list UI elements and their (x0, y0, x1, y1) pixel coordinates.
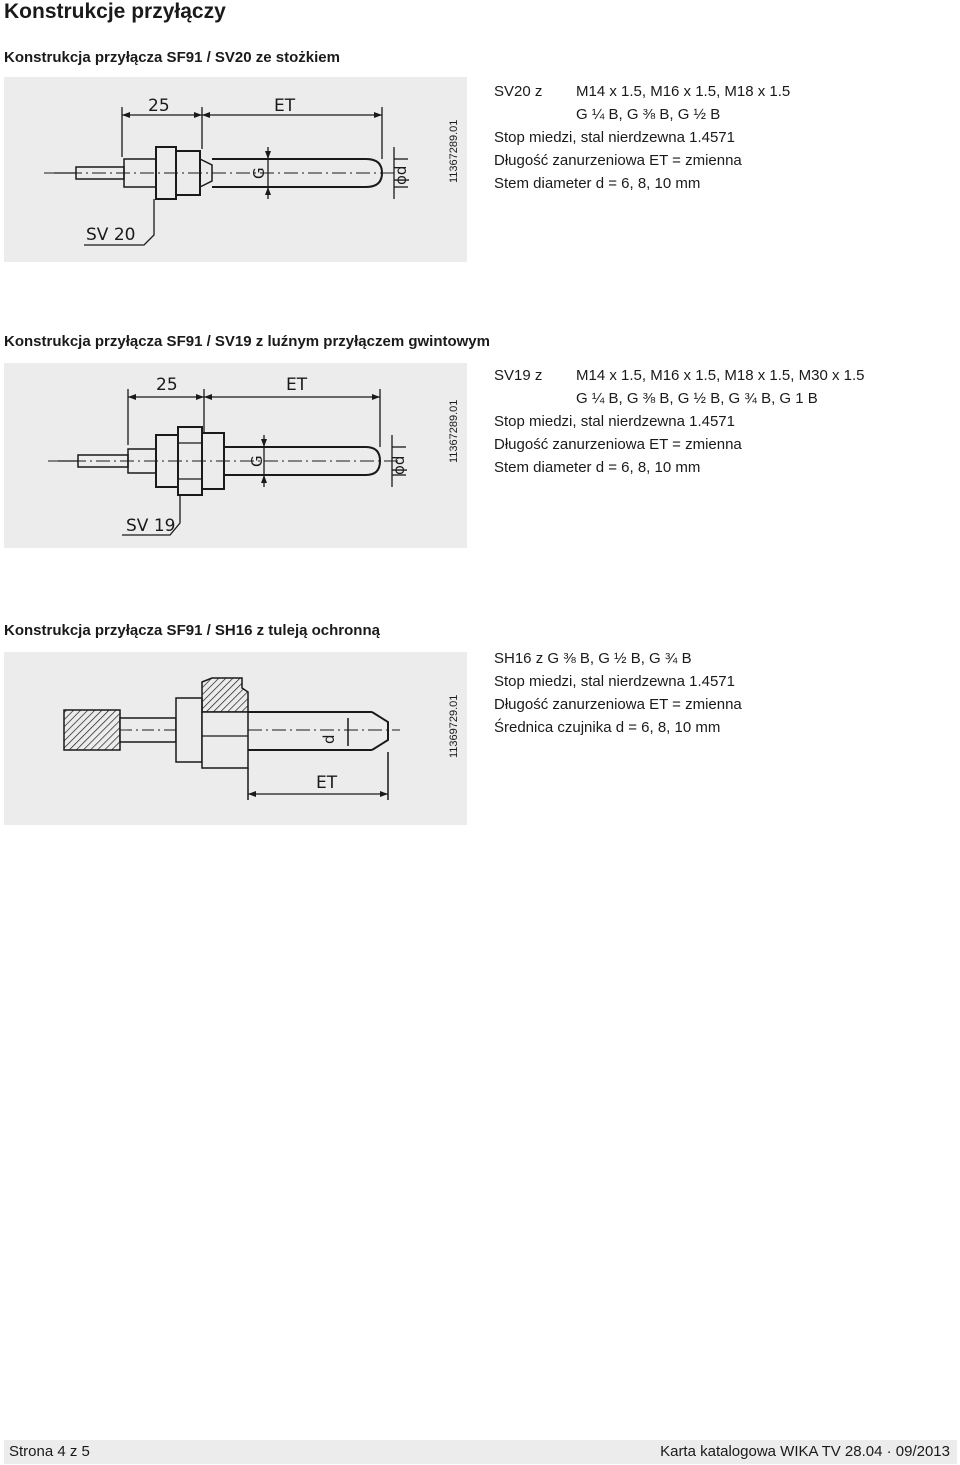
page-number: Strona 4 z 5 (9, 1443, 90, 1460)
dim-d-label: d (320, 734, 338, 744)
spec-thread-line: G ¼ B, G ⅜ B, G ½ B, G ¾ B, G 1 B (576, 390, 818, 407)
drawing-panel-sv20 (4, 77, 467, 262)
spec-block-sh16 (494, 647, 742, 739)
dim-d-label: ϕd (390, 455, 408, 475)
catalog-reference: Karta katalogowa WIKA TV 28.04 · 09/2013 (660, 1443, 950, 1460)
spec-block-sv19 (494, 364, 864, 479)
sh16-technical-drawing (4, 652, 467, 825)
spec-thread-line: M14 x 1.5, M16 x 1.5, M18 x 1.5, M30 x 1.5 (576, 367, 865, 384)
spec-type-label: SV19 z (494, 367, 543, 384)
spec-length: Długość zanurzeniowa ET = zmienna (494, 152, 742, 169)
spec-diameter: Stem diameter d = 6, 8, 10 mm (494, 459, 701, 476)
sv20-technical-drawing (4, 77, 467, 262)
section-heading-sv19: Konstrukcja przyłącza SF91 / SV19 z luźnym przyłączem gwintowym (4, 333, 490, 350)
dim-et-label: ET (286, 375, 308, 395)
spec-diameter: Stem diameter d = 6, 8, 10 mm (494, 175, 701, 192)
dim-et-label: ET (316, 773, 338, 793)
drawing-id-sv19: 11367289.01 (448, 399, 460, 463)
sv19-technical-drawing (4, 363, 467, 548)
spec-material: Stop miedzi, stal nierdzewna 1.4571 (494, 673, 735, 690)
drawing-id-sh16: 11369729.01 (448, 694, 460, 758)
spec-material: Stop miedzi, stal nierdzewna 1.4571 (494, 129, 735, 146)
dim-d-label: ϕd (392, 165, 410, 185)
dim-25-label: 25 (148, 96, 170, 116)
section-heading-sh16: Konstrukcja przyłącza SF91 / SH16 z tuleją ochronną (4, 622, 380, 639)
spec-material: Stop miedzi, stal nierdzewna 1.4571 (494, 413, 735, 430)
drawing-id-sv20: 11367289.01 (448, 119, 460, 183)
spec-block-sv20 (494, 80, 790, 195)
drawing-label-sv19: SV 19 (126, 516, 176, 536)
drawing-panel-sh16 (4, 652, 467, 825)
spec-diameter: Średnica czujnika d = 6, 8, 10 mm (494, 719, 721, 736)
dim-g-label: G (248, 455, 266, 467)
dim-25-label: 25 (156, 375, 178, 395)
spec-length: Długość zanurzeniowa ET = zmienna (494, 696, 742, 713)
page-title: Konstrukcje przyłączy (4, 0, 226, 23)
page-footer (4, 1440, 957, 1464)
drawing-panel-sv19 (4, 363, 467, 548)
spec-length: Długość zanurzeniowa ET = zmienna (494, 436, 742, 453)
spec-thread-line: SH16 z G ⅜ B, G ½ B, G ¾ B (494, 650, 692, 667)
dim-g-label: G (250, 167, 268, 179)
dim-et-label: ET (274, 96, 296, 116)
spec-type-label: SV20 z (494, 83, 543, 100)
spec-thread-line: G ¼ B, G ⅜ B, G ½ B (576, 106, 721, 123)
spec-thread-line: M14 x 1.5, M16 x 1.5, M18 x 1.5 (576, 83, 791, 100)
section-heading-sv20: Konstrukcja przyłącza SF91 / SV20 ze stożkiem (4, 49, 340, 66)
drawing-label-sv20: SV 20 (86, 225, 136, 245)
